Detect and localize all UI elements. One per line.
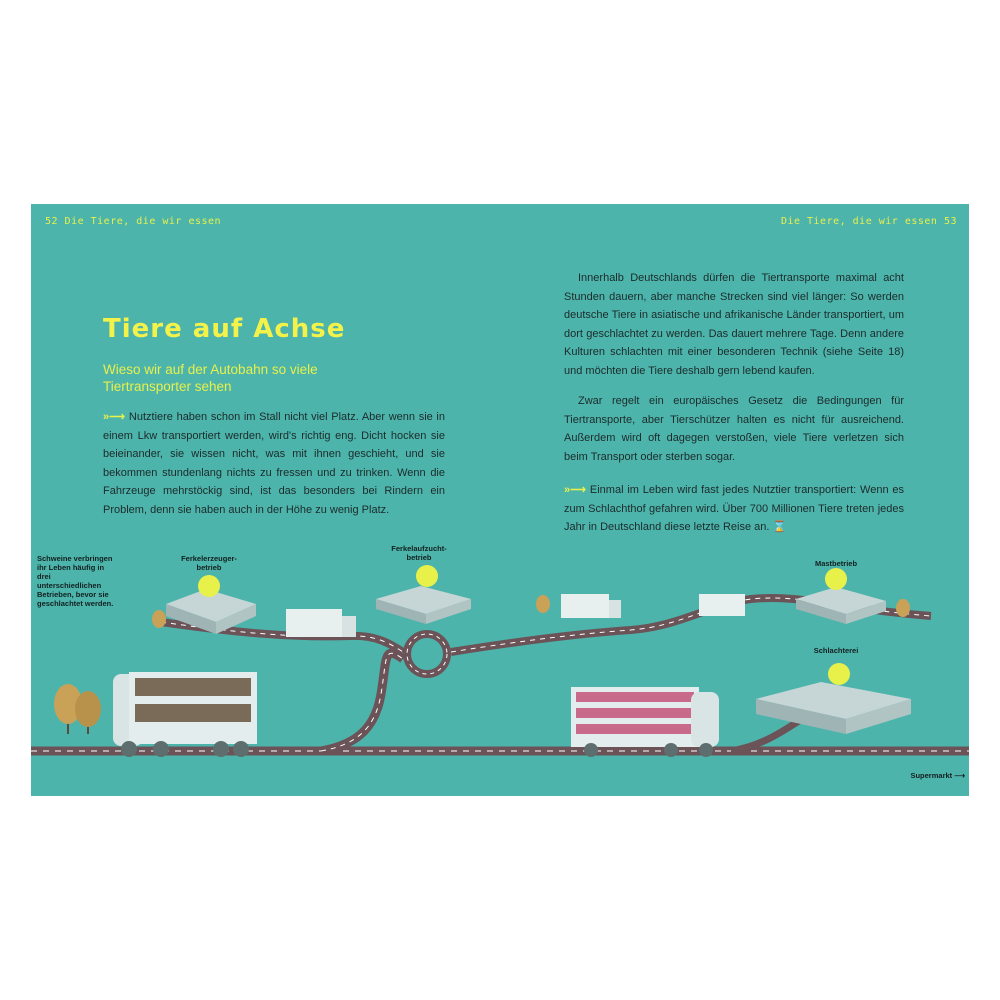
body-text-left (103, 408, 445, 519)
book-spread (31, 204, 969, 796)
slaughterhouse (756, 682, 911, 734)
label-ferkelerzeuger: Ferkelerzeuger-betrieb (181, 554, 237, 572)
roundabout (407, 634, 447, 674)
body-paragraph: Einmal im Leben wird fast jedes Nutztier transportiert: Wenn es zum Schlachthof gefahren wird. Über 700 Millionen Tiere treten jedes Jahr in Deutschland diese letzte Reise an. (564, 484, 904, 533)
body-paragraph-right-3 (564, 481, 904, 537)
arrow-icon: »⟶ (103, 411, 125, 423)
small-truck-2 (561, 594, 621, 618)
arrow-icon: »⟶ (564, 484, 586, 496)
farm-ferkelaufzucht (376, 586, 471, 624)
running-head-left: 52 Die Tiere, die wir essen (45, 216, 222, 227)
label-supermarkt: Supermarkt ⟶ (910, 771, 965, 780)
page-subtitle: Wieso wir auf der Autobahn so viele Tiertransporter sehen (103, 362, 318, 394)
small-truck-1 (286, 609, 356, 637)
trees-left (54, 684, 101, 734)
label-mastbetrieb: Mastbetrieb (814, 559, 858, 568)
running-head-right: Die Tiere, die wir essen 53 (780, 216, 957, 227)
page-title: Tiere auf Achse (103, 314, 346, 344)
big-truck-right (571, 687, 719, 757)
label-schlachterei: Schlachterei (813, 646, 859, 655)
body-paragraph-right-2: Zwar regelt ein europäisches Gesetz die Bedingungen für Tiertransporte, aber Tierschützer halten es nicht für ausreichend. Außerdem wird oft dagegen verstoßen, viele Tiere verletzen sich beim Transport oder sterben sogar. (564, 395, 904, 463)
label-note: Schweine verbringen ihr Leben häufig in drei unterschiedlichen Betrieben, bevor sie geschlachtet werden. (37, 554, 114, 608)
big-truck-left (113, 672, 257, 757)
body-paragraph: Nutztiere haben schon im Stall nicht viel Platz. Aber wenn sie in einem Lkw transportiert werden, wird's richtig eng. Dicht hocken sie beieinander, sie wissen nicht, was mit ihnen geschieht, und sie bekommen stundenlang nichts zu fressen und zu trinken. Wenn die Fahrzeuge mehrstöckig sind, ist das besonders bei Rindern ein Problem, denn sie haben auch in der Höhe zu wenig Platz. (103, 411, 445, 516)
body-paragraph-right-1: Innerhalb Deutschlands dürfen die Tiertransporte maximal acht Stunden dauern, aber manche Strecken sind viel länger: So werden deutsche Tiere in asiatische und afrikanische Länder transportiert, um dort geschlachtet zu werden. Das dauert mehrere Tage. Denn andere Kulturen schlachten mit einer besonderen Technik (siehe Seite 18) und möchten die Tiere deshalb gern lebend kaufen. (564, 272, 904, 377)
farm-mast (796, 587, 886, 624)
hourglass-icon: ⌛ (772, 521, 787, 533)
winding-road (321, 653, 403, 751)
label-ferkelaufzucht: Ferkelaufzucht-betrieb (391, 544, 447, 562)
small-truck-3 (699, 594, 745, 616)
